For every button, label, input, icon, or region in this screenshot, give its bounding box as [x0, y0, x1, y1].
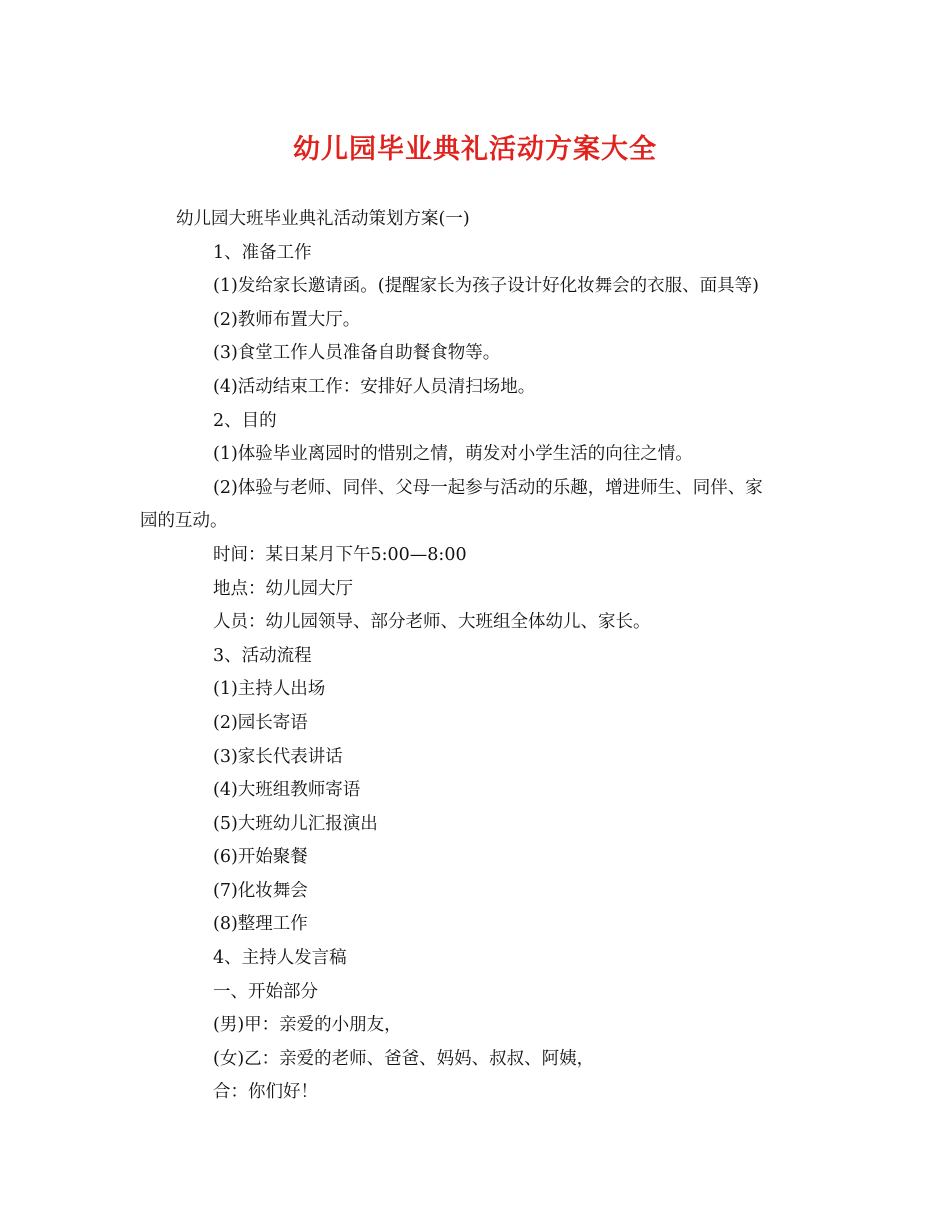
paragraph-line-people: 人员：幼儿园领导、部分老师、大班组全体幼儿、家长。: [213, 612, 651, 633]
section-heading-preparation: 1、准备工作: [213, 242, 312, 263]
document-body: [0, 203, 950, 1110]
list-item: (1)主持人出场: [213, 679, 326, 700]
list-item: (6)开始聚餐: [213, 847, 308, 868]
section-heading-process: 3、活动流程: [213, 645, 312, 666]
paragraph-line: (1)发给家长邀请函。(提醒家长为孩子设计好化妆舞会的衣服、面具等): [213, 276, 759, 297]
paragraph-line-location: 地点：幼儿园大厅: [213, 578, 353, 599]
section-heading-purpose: 2、目的: [213, 410, 277, 431]
list-item: (5)大班幼儿汇报演出: [213, 813, 378, 834]
paragraph-line-time: 时间：某日某月下午5:00—8:00: [213, 544, 467, 565]
list-item: (7)化妆舞会: [213, 880, 308, 901]
paragraph-line: (3)食堂工作人员准备自助餐食物等。: [213, 343, 501, 364]
paragraph-line-continuation: 园的互动。: [140, 511, 228, 532]
subsection-heading: 一、开始部分: [213, 981, 318, 1002]
dialogue-line: 合：你们好！: [213, 1082, 318, 1103]
paragraph-line: (4)活动结束工作：安排好人员清扫场地。: [213, 376, 536, 397]
list-item: (2)园长寄语: [213, 712, 308, 733]
section-subtitle: 幼儿园大班毕业典礼活动策划方案(一): [176, 209, 470, 229]
dialogue-line: (女)乙：亲爱的老师、爸爸、妈妈、叔叔、阿姨，: [213, 1048, 595, 1069]
paragraph-line: (2)教师布置大厅。: [213, 309, 361, 330]
section-heading-host-speech: 4、主持人发言稿: [213, 948, 347, 969]
paragraph-line: (2)体验与老师、同伴、父母一起参与活动的乐趣，增进师生、同伴、家: [213, 477, 763, 498]
list-item: (4)大班组教师寄语: [213, 780, 361, 801]
list-item: (3)家长代表讲话: [213, 746, 343, 767]
list-item: (8)整理工作: [213, 914, 308, 935]
paragraph-line: (1)体验毕业离园时的惜别之情，萌发对小学生活的向往之情。: [213, 444, 693, 465]
document-title: 幼儿园毕业典礼活动方案大全: [293, 134, 657, 165]
dialogue-line: (男)甲：亲爱的小朋友，: [213, 1015, 402, 1036]
